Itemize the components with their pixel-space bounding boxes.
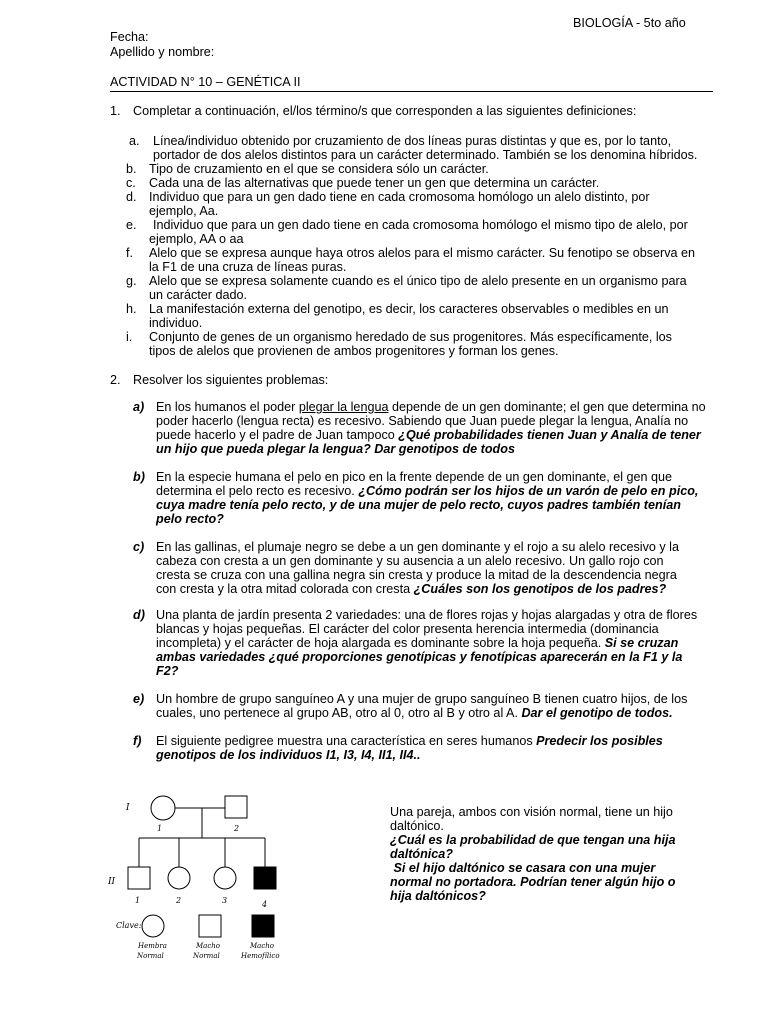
definition-letter: a. — [129, 134, 140, 148]
problem-question: cuya madre tenía pelo recto, y de una mujer de pelo recto, cuyos padres también tenían — [156, 498, 681, 512]
problem-text: con cresta y la otra mitad colorada con cresta ¿Cuáles son los genotipos de los padres? — [156, 582, 667, 596]
definition-text: Alelo que se expresa solamente cuando es el único tipo de alelo presente en un organismo para — [149, 274, 687, 288]
side-question-bold: normal no portadora. Podrían tener algún hijo o — [390, 875, 676, 889]
problem-letter: c) — [133, 540, 145, 554]
key-male-normal — [199, 915, 221, 937]
problem-text: Un hombre de grupo sanguíneo A y una mujer de grupo sanguíneo B tienen cuatro hijos, de los — [156, 692, 688, 706]
key-male-affected — [252, 915, 274, 937]
side-question-bold: Si el hijo daltónico se casara con una mujer — [390, 861, 656, 875]
problem-text: En los humanos el poder plegar la lengua depende de un gen dominante; el gen que determina no — [156, 400, 706, 414]
key-caption: Normal — [193, 952, 220, 960]
female-normal-symbol — [151, 796, 175, 820]
male-normal-symbol — [128, 867, 150, 889]
section1-instruction: Completar a continuación, el/los término/s que corresponden a las siguientes definiciones: — [133, 104, 637, 118]
problem-text: cabeza con cresta a un gen dominante y su ausencia a un alelo recesivo. Un gallo rojo con — [156, 554, 664, 568]
problem-text: En la especie humana el pelo en pico en la frente depende de un gen dominante, el gen que — [156, 470, 673, 484]
problem-text: determina el pelo recto es recesivo. ¿Cómo podrán ser los hijos de un varón de pelo en pico, — [156, 484, 699, 498]
individual-number: 2 — [234, 824, 240, 833]
definition-text: Cada una de las alternativas que puede tener un gen que determina un carácter. — [149, 176, 600, 190]
problem-text: cresta se cruza con una gallina negra sin cresta y produce la mitad de la descendencia negra — [156, 568, 677, 582]
individual-number: 1 — [135, 896, 141, 905]
definition-text: La manifestación externa del genotipo, es decir, los caracteres observables o medibles en un — [149, 302, 669, 316]
pedigree-diagram — [108, 783, 303, 963]
definition-text: tipos de alelos que provienen de ambos progenitores y forman los genes. — [149, 344, 559, 358]
problem-question: F2? — [156, 664, 179, 678]
problem-question: genotipos de los individuos I1, I3, I4, II1, II4.. — [156, 748, 421, 762]
side-question-text: Una pareja, ambos con visión normal, tiene un hijo — [390, 805, 673, 819]
side-question-text: daltónico. — [390, 819, 444, 833]
problem-question: un hijo que pueda plegar la lengua? Dar genotipos de todos — [156, 442, 515, 456]
definition-text: Individuo que para un gen dado tiene en cada cromosoma homólogo el mismo tipo de alelo, por — [153, 218, 688, 232]
individual-number: 1 — [157, 824, 163, 833]
female-normal-symbol — [168, 867, 190, 889]
definition-text: Alelo que se expresa aunque haya otros alelos para el mismo carácter. Su fenotipo se observa en — [149, 246, 696, 260]
problem-question: pelo recto? — [156, 512, 224, 526]
definition-letter: f. — [126, 246, 133, 260]
key-caption: Macho — [250, 942, 274, 950]
definition-letter: i. — [126, 330, 133, 344]
problem-letter: b) — [133, 470, 145, 484]
side-question-bold: ¿Cuál es la probabilidad de que tengan una hija — [390, 833, 676, 847]
key-label: Clave: — [116, 921, 142, 930]
problem-text: puede hacerlo y el padre de Juan tampoco ¿Qué probabilidades tienen Juan y Analía de tener — [156, 428, 701, 442]
activity-title: ACTIVIDAD N° 10 – GENÉTICA II — [110, 75, 301, 89]
definition-letter: g. — [126, 274, 137, 288]
problem-question: ambas variedades ¿qué proporciones genotípicas y fenotípicas aparecerán en la F1 y la — [156, 650, 683, 664]
key-caption: Macho — [196, 942, 220, 950]
problem-letter: a) — [133, 400, 145, 414]
side-question-bold: daltónica? — [390, 847, 453, 861]
section1-number: 1. — [110, 104, 121, 118]
problem-text: En las gallinas, el plumaje negro se debe a un gen dominante y el rojo a su alelo recesivo y la — [156, 540, 679, 554]
individual-number: 3 — [222, 896, 228, 905]
title-divider — [110, 91, 713, 92]
definition-text: portador de dos alelos distintos para un carácter determinado. También se los denomina híbridos. — [153, 148, 698, 162]
date-label: Fecha: — [110, 30, 149, 44]
definition-letter: h. — [126, 302, 137, 316]
problem-text: cuales, uno pertenece al grupo AB, otro al 0, otro al B y otro al A. Dar el genotipo de todos. — [156, 706, 673, 720]
problem-letter: d) — [133, 608, 145, 622]
individual-number: 2 — [176, 896, 182, 905]
definition-letter: c. — [126, 176, 136, 190]
name-label: Apellido y nombre: — [110, 45, 215, 59]
definition-letter: e. — [126, 218, 137, 232]
problem-text: Una planta de jardín presenta 2 variedades: una de flores rojas y hojas alargadas y otra de flores — [156, 608, 698, 622]
male-normal-symbol — [225, 796, 247, 818]
section2-instruction: Resolver los siguientes problemas: — [133, 373, 329, 387]
male-affected-symbol — [254, 867, 276, 889]
definition-letter: b. — [126, 162, 137, 176]
problem-letter: f) — [133, 734, 142, 748]
definition-text: Línea/individuo obtenido por cruzamiento de dos líneas puras distintas y que es, por lo tanto, — [153, 134, 672, 148]
generation-label: I — [126, 803, 130, 813]
definition-text: ejemplo, Aa. — [149, 204, 219, 218]
generation-label: II — [108, 877, 116, 887]
section2-number: 2. — [110, 373, 121, 387]
definition-text: ejemplo, AA o aa — [149, 232, 244, 246]
key-caption: Normal — [137, 952, 164, 960]
definition-text: Individuo que para un gen dado tiene en cada cromosoma homólogo un alelo distinto, por — [149, 190, 650, 204]
definition-text: Conjunto de genes de un organismo heredado de sus progenitores. Más específicamente, los — [149, 330, 672, 344]
female-normal-symbol — [214, 867, 236, 889]
problem-text: poder hacerlo (lengua recta) es recesivo. Sabiendo que Juan puede plegar la lengua, Analía no — [156, 414, 689, 428]
definition-text: la F1 de una cruza de líneas puras. — [149, 260, 347, 274]
definition-text: un carácter dado. — [149, 288, 248, 302]
subject-label: BIOLOGÍA - 5to año — [573, 16, 686, 30]
problem-letter: e) — [133, 692, 145, 706]
definition-text: individuo. — [149, 316, 203, 330]
problem-text: El siguiente pedigree muestra una característica en seres humanos Predecir los posibles — [156, 734, 663, 748]
individual-number: 4 — [262, 900, 268, 909]
definition-text: Tipo de cruzamiento en el que se considera sólo un carácter. — [149, 162, 489, 176]
key-caption: Hemofílico — [241, 952, 280, 960]
key-female-normal — [142, 915, 164, 937]
problem-text: incompleta) y el carácter de hoja alargada es dominante sobre la hoja pequeña. Si se cruzan — [156, 636, 679, 650]
side-question-bold: hija daltónicos? — [390, 889, 486, 903]
definition-letter: d. — [126, 190, 137, 204]
problem-text: blancas y hojas pequeñas. El carácter del color presenta herencia intermedia (dominancia — [156, 622, 659, 636]
key-caption: Hembra — [138, 942, 167, 950]
